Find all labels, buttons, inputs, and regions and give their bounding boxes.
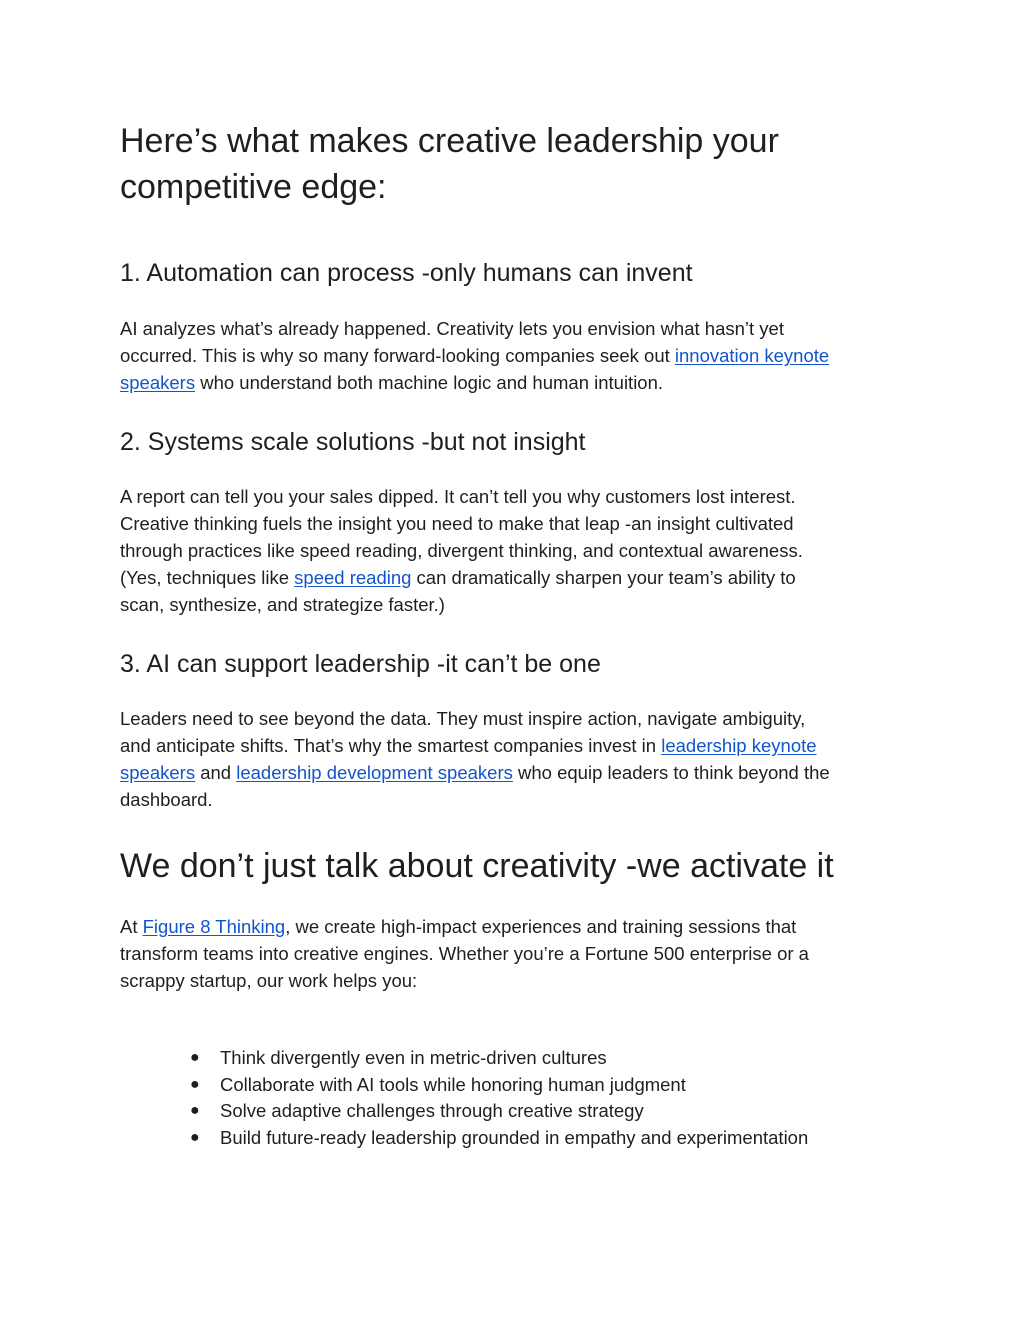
section-3-text-line-3: who equip leaders to think beyond the [512, 762, 830, 783]
section-3-text-and: and [195, 762, 237, 783]
activate-text-line-1: , we create high-impact experiences and training sessions that [285, 916, 797, 937]
leadership-development-link[interactable]: leadership development speakers [236, 762, 513, 783]
bullet-icon: ● [190, 1128, 200, 1146]
section-1-text-line-1: AI analyzes what’s already happened. Creativity lets you envision what hasn’t yet [120, 318, 784, 339]
section-2-paragraph [120, 483, 910, 618]
section-1-text-line-3: who understand both machine logic and human intuition. [195, 372, 664, 393]
activate-paragraph [120, 913, 910, 994]
section-3-heading: 3. AI can support leadership -it can’t be one [120, 650, 601, 678]
section-3-text-line-2: and anticipate shifts. That’s why the smartest companies invest in [120, 735, 662, 756]
benefits-list [190, 1045, 808, 1151]
innovation-keynote-link-text-1: innovation keynote [674, 345, 830, 366]
bullet-icon: ● [190, 1102, 200, 1119]
page-title [120, 118, 910, 210]
section-3-text-line-4: dashboard. [120, 789, 213, 810]
speed-reading-link[interactable]: speed reading [294, 567, 412, 588]
list-item [190, 1125, 808, 1152]
figure-8-thinking-link[interactable]: Figure 8 Thinking [142, 916, 286, 937]
activate-text-at: At [120, 916, 143, 937]
section-2-text-line-5: scan, synthesize, and strategize faster.) [120, 594, 445, 615]
list-item [190, 1098, 808, 1125]
list-item-text: Build future-ready leadership grounded in empathy and experimentation [220, 1126, 809, 1148]
activate-text-line-3: scrappy startup, our work helps you: [120, 970, 418, 991]
section-2-text-line-1: A report can tell you your sales dipped. It can’t tell you why customers lost interest. [120, 486, 796, 507]
page-title-line-1: Here’s what makes creative leadership your [120, 122, 779, 160]
section-2-text-line-4a: (Yes, techniques like [120, 567, 295, 588]
section-2-heading: 2. Systems scale solutions -but not insight [120, 428, 586, 456]
section-1-text-line-2: occurred. This is why so many forward-looking companies seek out [120, 345, 675, 366]
section-1-heading: 1. Automation can process -only humans can invent [120, 259, 693, 287]
list-item-text: Solve adaptive challenges through creative strategy [220, 1100, 644, 1121]
leadership-keynote-link-text-1: leadership keynote [661, 735, 817, 756]
activate-text-line-2: transform teams into creative engines. Whether you’re a Fortune 500 enterprise or a [120, 943, 809, 964]
list-item-text: Collaborate with AI tools while honoring human judgment [220, 1073, 686, 1095]
section-2-text-line-2: Creative thinking fuels the insight you need to make that leap -an insight cultivated [120, 513, 794, 534]
section-2-text-line-4b: can dramatically sharpen your team’s ability to [411, 567, 796, 588]
list-item [190, 1072, 808, 1099]
section-1-paragraph [120, 315, 910, 396]
bullet-icon: ● [190, 1049, 200, 1066]
section-3-paragraph [120, 705, 910, 813]
leadership-keynote-link-text-2: speakers [120, 762, 196, 783]
bullet-icon: ● [190, 1075, 200, 1093]
section-3-text-line-1: Leaders need to see beyond the data. They must inspire action, navigate ambiguity, [120, 708, 806, 729]
list-item-text: Think divergently even in metric-driven cultures [220, 1047, 607, 1068]
activate-heading: We don’t just talk about creativity -we activate it [120, 847, 834, 885]
section-2-text-line-3: through practices like speed reading, divergent thinking, and contextual awareness. [120, 540, 803, 561]
page-title-line-2: competitive edge: [120, 168, 387, 206]
innovation-keynote-link-text-2: speakers [120, 372, 196, 393]
list-item [190, 1045, 808, 1072]
